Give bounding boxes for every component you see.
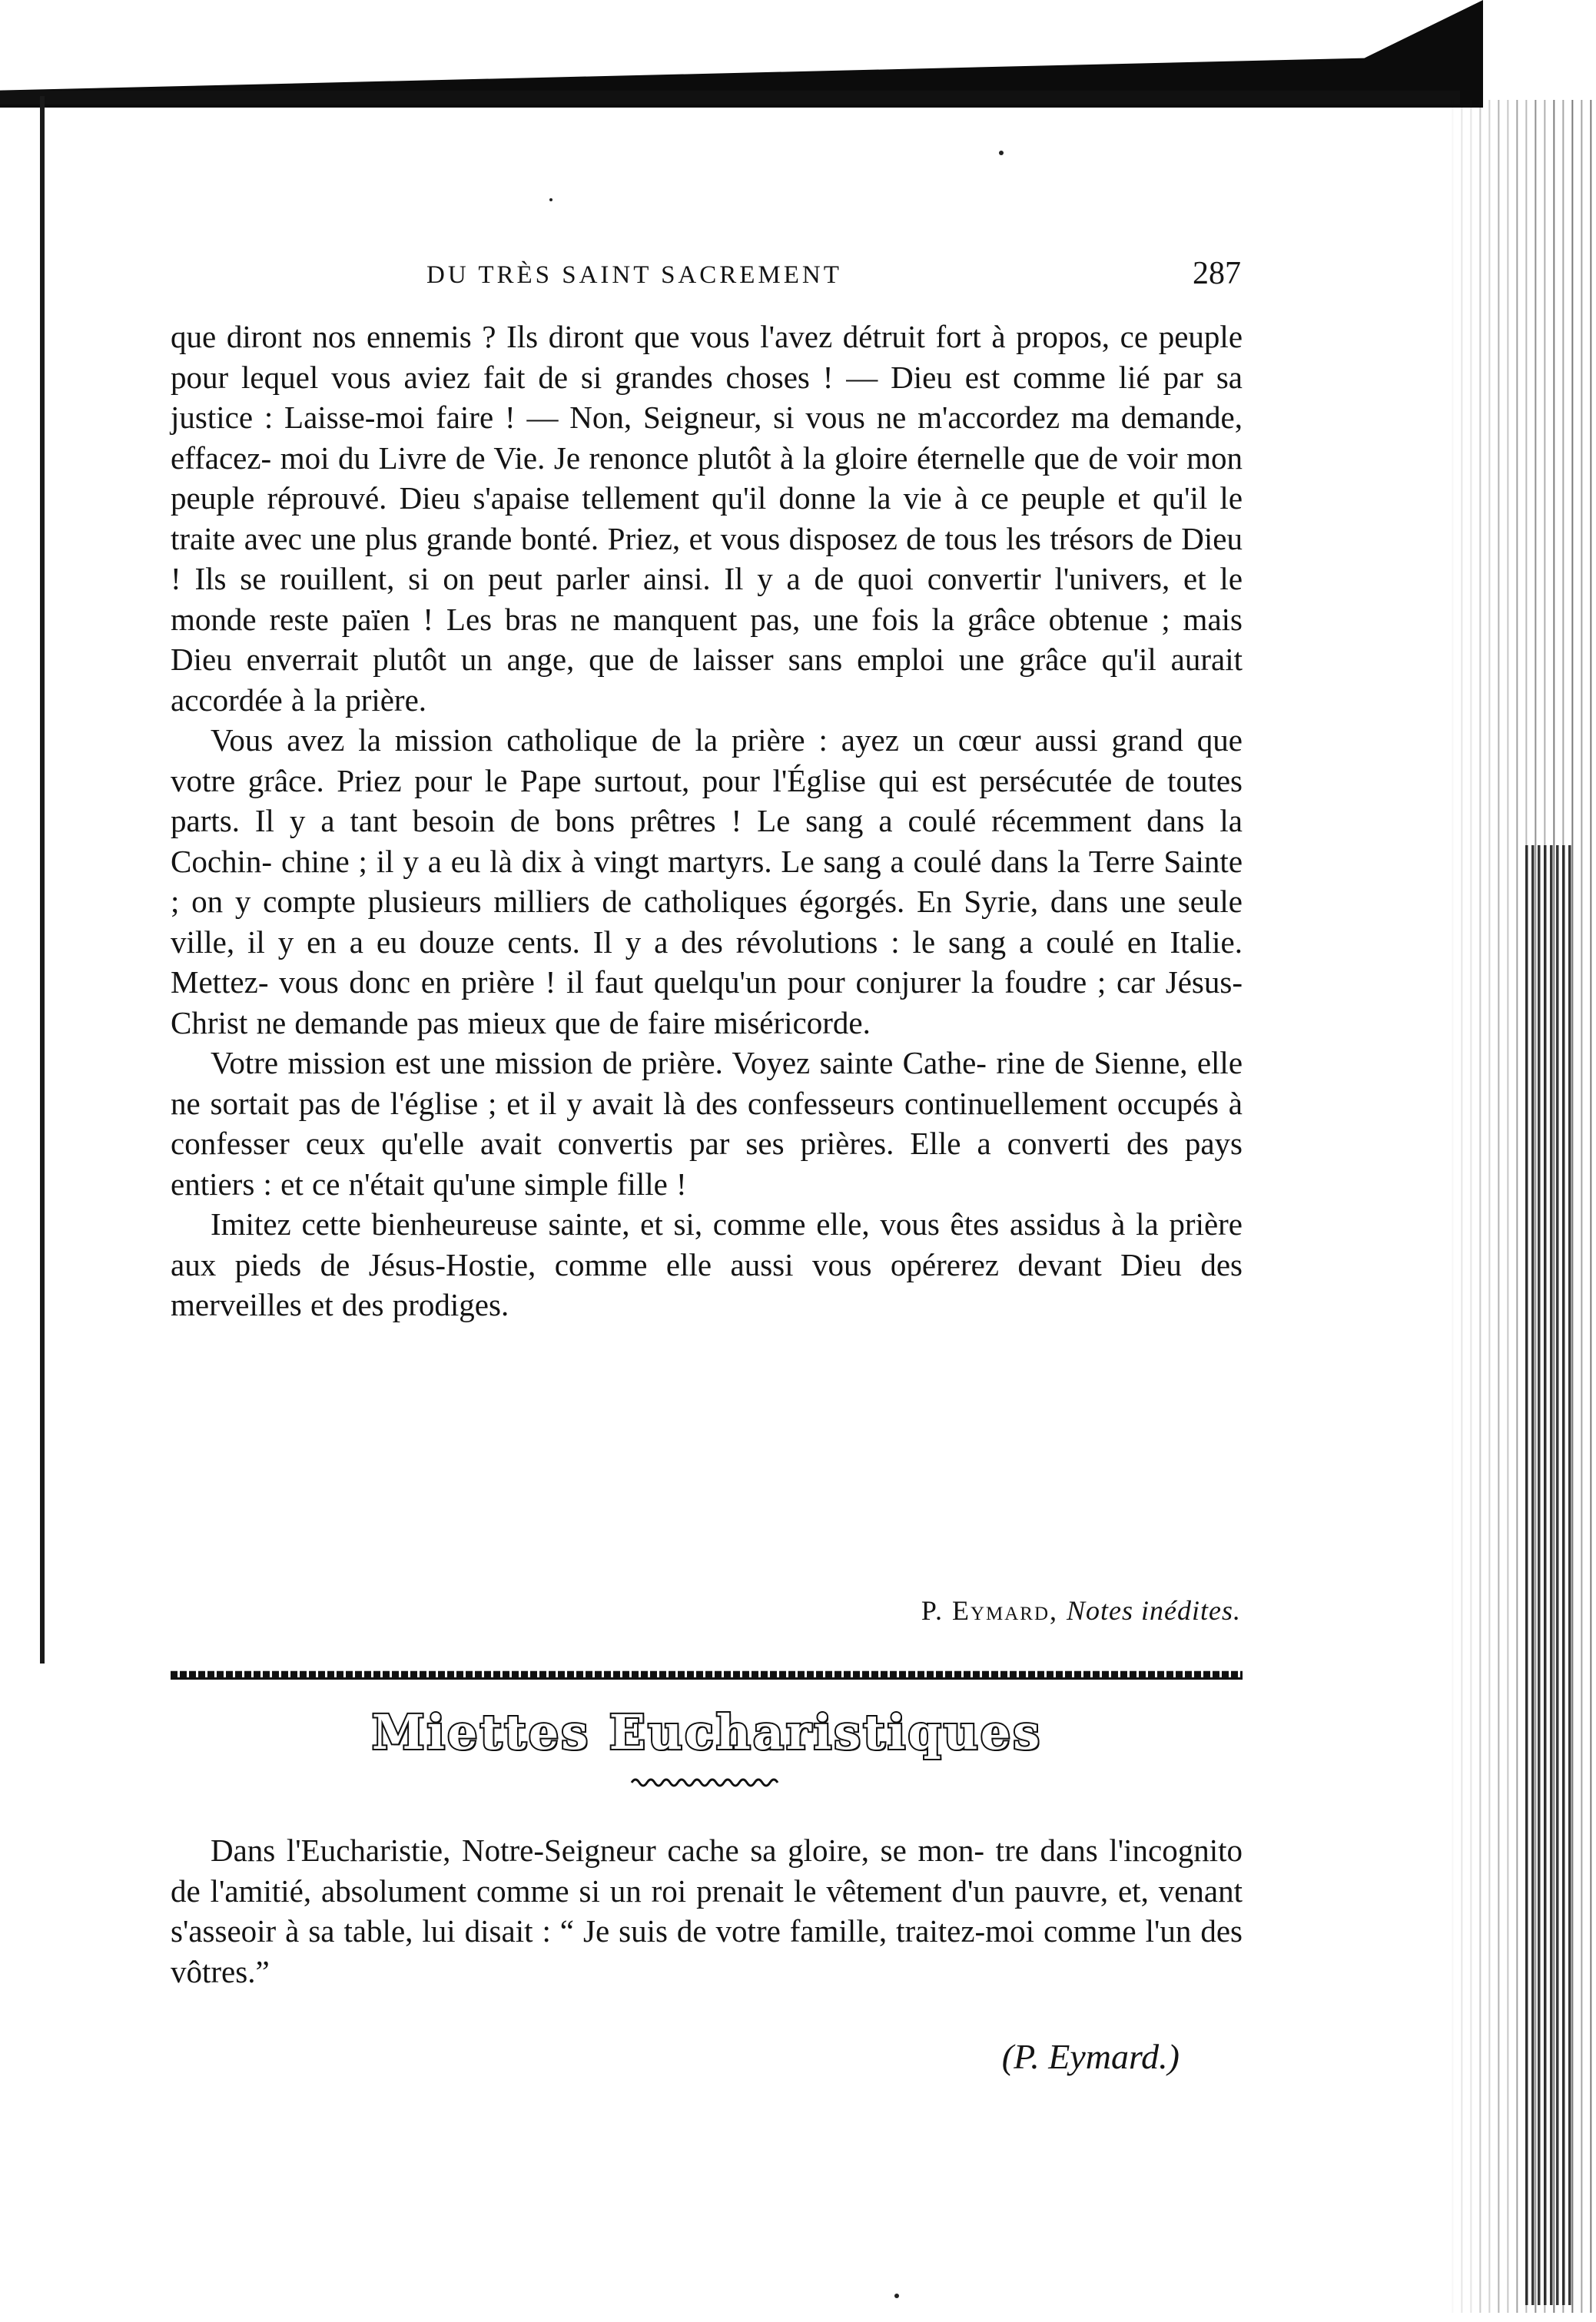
page-number: 287: [1193, 256, 1241, 291]
signature-work: Notes inédites.: [1067, 1595, 1241, 1626]
text-line: que diront nos ennemis ? Ils diront que vous l'avez détruit fort: [171, 319, 981, 354]
text-line: Dans l'Eucharistie, Notre-Seigneur cache sa gloire, se mon-: [211, 1833, 985, 1868]
running-title: DU TRÈS SAINT SACREMENT: [426, 261, 842, 289]
text-line: chine ; il y a eu là dix à vingt martyrs. Le sang a coulé dans: [280, 843, 1049, 879]
signature-author: P. Eymard,: [921, 1595, 1059, 1626]
stray-dot: [549, 198, 552, 201]
article-body: [171, 317, 1243, 1325]
squiggle-ornament: [630, 1775, 784, 1790]
text-line: rine de Sienne, elle ne sortait pas de l'église ; et il y avait là: [171, 1045, 1243, 1121]
text-line: Votre mission est une mission de prière. Voyez sainte Cathe-: [211, 1045, 987, 1080]
scan-top-rule: [0, 91, 1460, 104]
paragraph: [171, 1043, 1243, 1204]
text-line: à propos, ce peuple pour lequel vous aviez fait de si grandes: [171, 319, 1243, 395]
section-attribution: (P. Eymard.): [1001, 2037, 1180, 2076]
text-line: cents. Il y a des révolutions : le sang a coulé en Italie. Mettez-: [171, 924, 1243, 1000]
section-title: Miettes Eucharistiques: [371, 1704, 1043, 1760]
stray-dot: [999, 151, 1004, 155]
text-line: Vous avez la mission catholique de la prière : ayez un cœur: [211, 722, 1021, 758]
scan-page-edges: [1445, 100, 1596, 2313]
running-head: [169, 255, 1241, 301]
text-line: aussi grand que votre grâce. Priez pour le Pape surtout, pour: [171, 722, 1243, 798]
text-line: égorgés. En Syrie, dans une seule ville, il y en a eu douze: [171, 884, 1243, 960]
paragraph: [171, 1204, 1243, 1325]
text-line: de voir mon peuple réprouvé. Dieu s'apaise tellement qu'il: [171, 440, 1243, 516]
article-signature: [921, 1594, 1241, 1627]
text-line: se rouillent, si on peut parler ainsi. Il y a de quoi convertir: [240, 561, 1041, 596]
text-line: bonté. Priez, et vous disposez de tous les trésors de Dieu ! Ils: [171, 520, 1243, 596]
text-line: assidus à la prière aux pieds de Jésus-Hostie, comme elle aussi: [171, 1206, 1243, 1282]
text-line: car Jésus-Christ ne demande pas mieux que de faire miséricorde.: [171, 964, 1243, 1040]
text-line: prière.: [345, 682, 427, 718]
text-line: lui disait : “ Je suis de votre famille, traitez-moi comme l'un: [422, 1913, 1192, 1949]
text-line: donne la vie à ce peuple et qu'il le traite avec une plus grande: [171, 480, 1243, 556]
paragraph: [171, 317, 1243, 720]
scan-left-edge: [40, 96, 45, 1664]
text-line: prenait le vêtement d'un pauvre, et, venant s'asseoir à sa table,: [171, 1873, 1243, 1949]
text-line: l'univers, et le monde reste païen ! Les bras ne manquent pas,: [171, 561, 1243, 637]
text-line: vous donc en prière ! il faut quelqu'un pour conjurer la foudre ;: [279, 964, 1107, 1000]
text-line: Imitez cette bienheureuse sainte, et si, comme elle, vous êtes: [211, 1206, 1000, 1242]
text-line: l'Église qui est persécutée de toutes parts. Il y a tant besoin: [171, 762, 1243, 838]
text-line: tre dans l'incognito de l'amitié, absolument comme si un roi: [171, 1833, 1243, 1909]
scan-page-edges-dark: [1525, 845, 1571, 2305]
text-line: — Non, Seigneur, si vous ne m'accordez ma demande, effacez-: [171, 400, 1243, 476]
paragraph: [171, 720, 1243, 1043]
section-body: [171, 1830, 1243, 1992]
stray-dot: [894, 2294, 899, 2298]
text-line: des vôtres.”: [171, 1913, 1243, 1989]
text-line: des confesseurs continuellement occupés à confesser ceux: [171, 1085, 1243, 1161]
text-line: entiers : et ce n'était qu'une simple fille !: [171, 1166, 687, 1202]
text-line: que de laisser sans emploi une grâce qu'il aurait accordée à la: [171, 642, 1243, 718]
text-line: la Terre Sainte ; on y compte plusieurs milliers de catholiques: [171, 843, 1243, 919]
ornamental-divider: [171, 1667, 1243, 1680]
text-line: une fois la grâce obtenue ; mais Dieu enverrait plutôt un ange,: [171, 601, 1243, 677]
text-line: choses ! — Dieu est comme lié par sa justice : Laisse-moi faire !: [171, 359, 1243, 435]
text-line: moi du Livre de Vie. Je renonce plutôt à la gloire éternelle que: [280, 440, 1080, 476]
text-line: de bons prêtres ! Le sang a coulé récemment dans la Cochin-: [171, 803, 1243, 879]
paragraph: [171, 1830, 1243, 1992]
text-line: vous opérerez devant Dieu des merveilles et des prodiges.: [171, 1246, 1243, 1322]
text-line: qu'elle avait convertis par ses prières. Elle a converti des pays: [381, 1126, 1243, 1161]
